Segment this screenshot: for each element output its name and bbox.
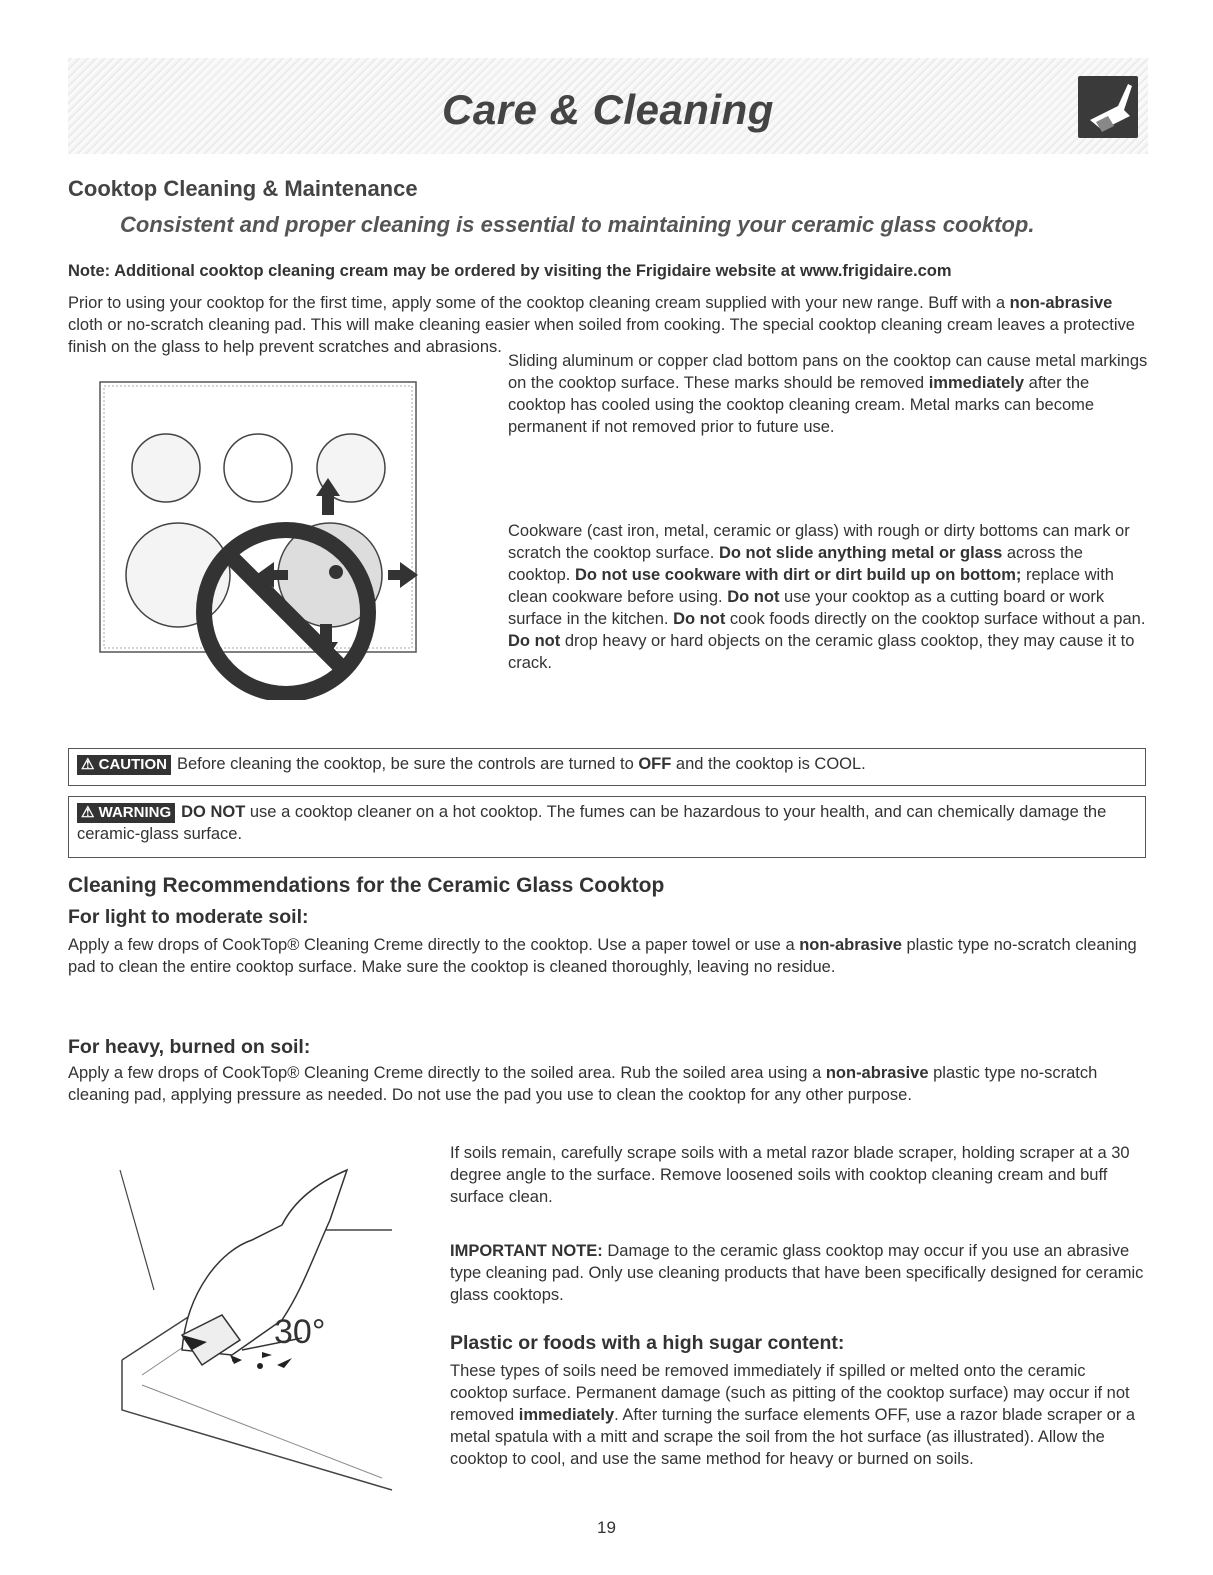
sugar-paragraph: These types of soils need be removed immediately if spilled or melted onto the ceramic cooktop surface. Permanent damage (such as pitting of the cooktop surface) may occur if not removed immediately. After turning the surface elements OFF, use a razor blade scraper or a metal spatula with a mitt and scrape the soil from the hot surface (as illustrated). Allow the cooktop to cool, and use the same method for heavy or burned on soils. (450, 1362, 1136, 1468)
sugar-heading: Plastic or foods with a high sugar content: (450, 1332, 845, 1354)
light-soil-paragraph: Apply a few drops of CookTop® Cleaning Creme directly to the cooktop. Use a paper towel or use a non-abrasive plastic type no-scratch cleaning pad to clean the entire cooktop surface. Make sure the cooktop is cleaned thoroughly, leaving no residue. (68, 936, 1137, 976)
ordering-note: Note: Additional cooktop cleaning cream may be ordered by visiting the Frigidaire website at www.frigidaire.com (68, 262, 952, 280)
caution-box: ⚠ CAUTION Before cleaning the cooktop, be sure the controls are turned to OFF and the cooktop is COOL. (68, 748, 1146, 786)
warning-box: ⚠ WARNING DO NOT use a cooktop cleaner on a hot cooktop. The fumes can be hazardous to your health, and can chemically damage the ceramic-glass surface. (68, 796, 1146, 858)
light-soil-heading: For light to moderate soil: (68, 906, 309, 928)
heavy-soil-paragraph: Apply a few drops of CookTop® Cleaning Creme directly to the soiled area. Rub the soiled area using a non-abrasive plastic type no-scratch cleaning pad, applying pressure as needed. Do not use the pad you use to clean the cooktop for any other purpose. (68, 1064, 1098, 1104)
page-title: Care & Cleaning (442, 86, 774, 133)
intro-paragraph: Prior to using your cooktop for the first time, apply some of the cooktop cleaning cream supplied with your new range. Buff with a non-abrasive cloth or no-scratch cleaning pad. This will make cleaning easier when soiled from cooking. The special cooktop cleaning cream leaves a protective finish on the glass to help prevent scratches and abrasions. (68, 294, 1135, 356)
angle-label: 30° (274, 1313, 326, 1351)
sliding-pans-paragraph: Sliding aluminum or copper clad bottom pans on the cooktop can cause metal markings on the cooktop surface. These marks should be removed immediately after the cooktop has cooled using the cooktop cleaning cream. Metal marks can become permanent if not removed prior to future use. (508, 352, 1148, 436)
cleaning-hand-icon (1078, 76, 1138, 138)
cooktop-no-slide-illustration (98, 380, 428, 700)
cookware-paragraph: Cookware (cast iron, metal, ceramic or glass) with rough or dirty bottoms can mark or scratch the cooktop surface. Do not slide anything metal or glass across the cooktop. Do not use cookware with dirt or dirt build up on bottom; replace with clean cookware before using. Do not use your cooktop as a cutting board or work surface in the kitchen. Do not cook foods directly on the cooktop surface without a pan. Do not drop heavy or hard objects on the ceramic glass cooktop, they may cause it to crack. (508, 522, 1146, 672)
heavy-soil-heading: For heavy, burned on soil: (68, 1036, 311, 1058)
section-heading: Cooktop Cleaning & Maintenance (68, 176, 418, 201)
header-banner (68, 58, 1148, 154)
recommendations-heading: Cleaning Recommendations for the Ceramic Glass Cooktop (68, 874, 665, 897)
warning-badge: ⚠ WARNING (77, 803, 175, 823)
scrape-paragraph: If soils remain, carefully scrape soils with a metal razor blade scraper, holding scraper at a 30 degree angle to the surface. Remove loosened soils with cooktop cleaning cream and buff surface clean. (450, 1144, 1130, 1206)
razor-scraper-illustration (112, 1160, 402, 1500)
important-note-paragraph: IMPORTANT NOTE: Damage to the ceramic glass cooktop may occur if you use an abrasive type cleaning pad. Only use cleaning products that have been specifically designed for ceramic glass cooktops. (450, 1242, 1144, 1304)
page-number: 19 (597, 1518, 616, 1537)
caution-badge: ⚠ CAUTION (77, 755, 171, 775)
section-subtitle: Consistent and proper cleaning is essential to maintaining your ceramic glass cooktop. (120, 212, 1035, 237)
